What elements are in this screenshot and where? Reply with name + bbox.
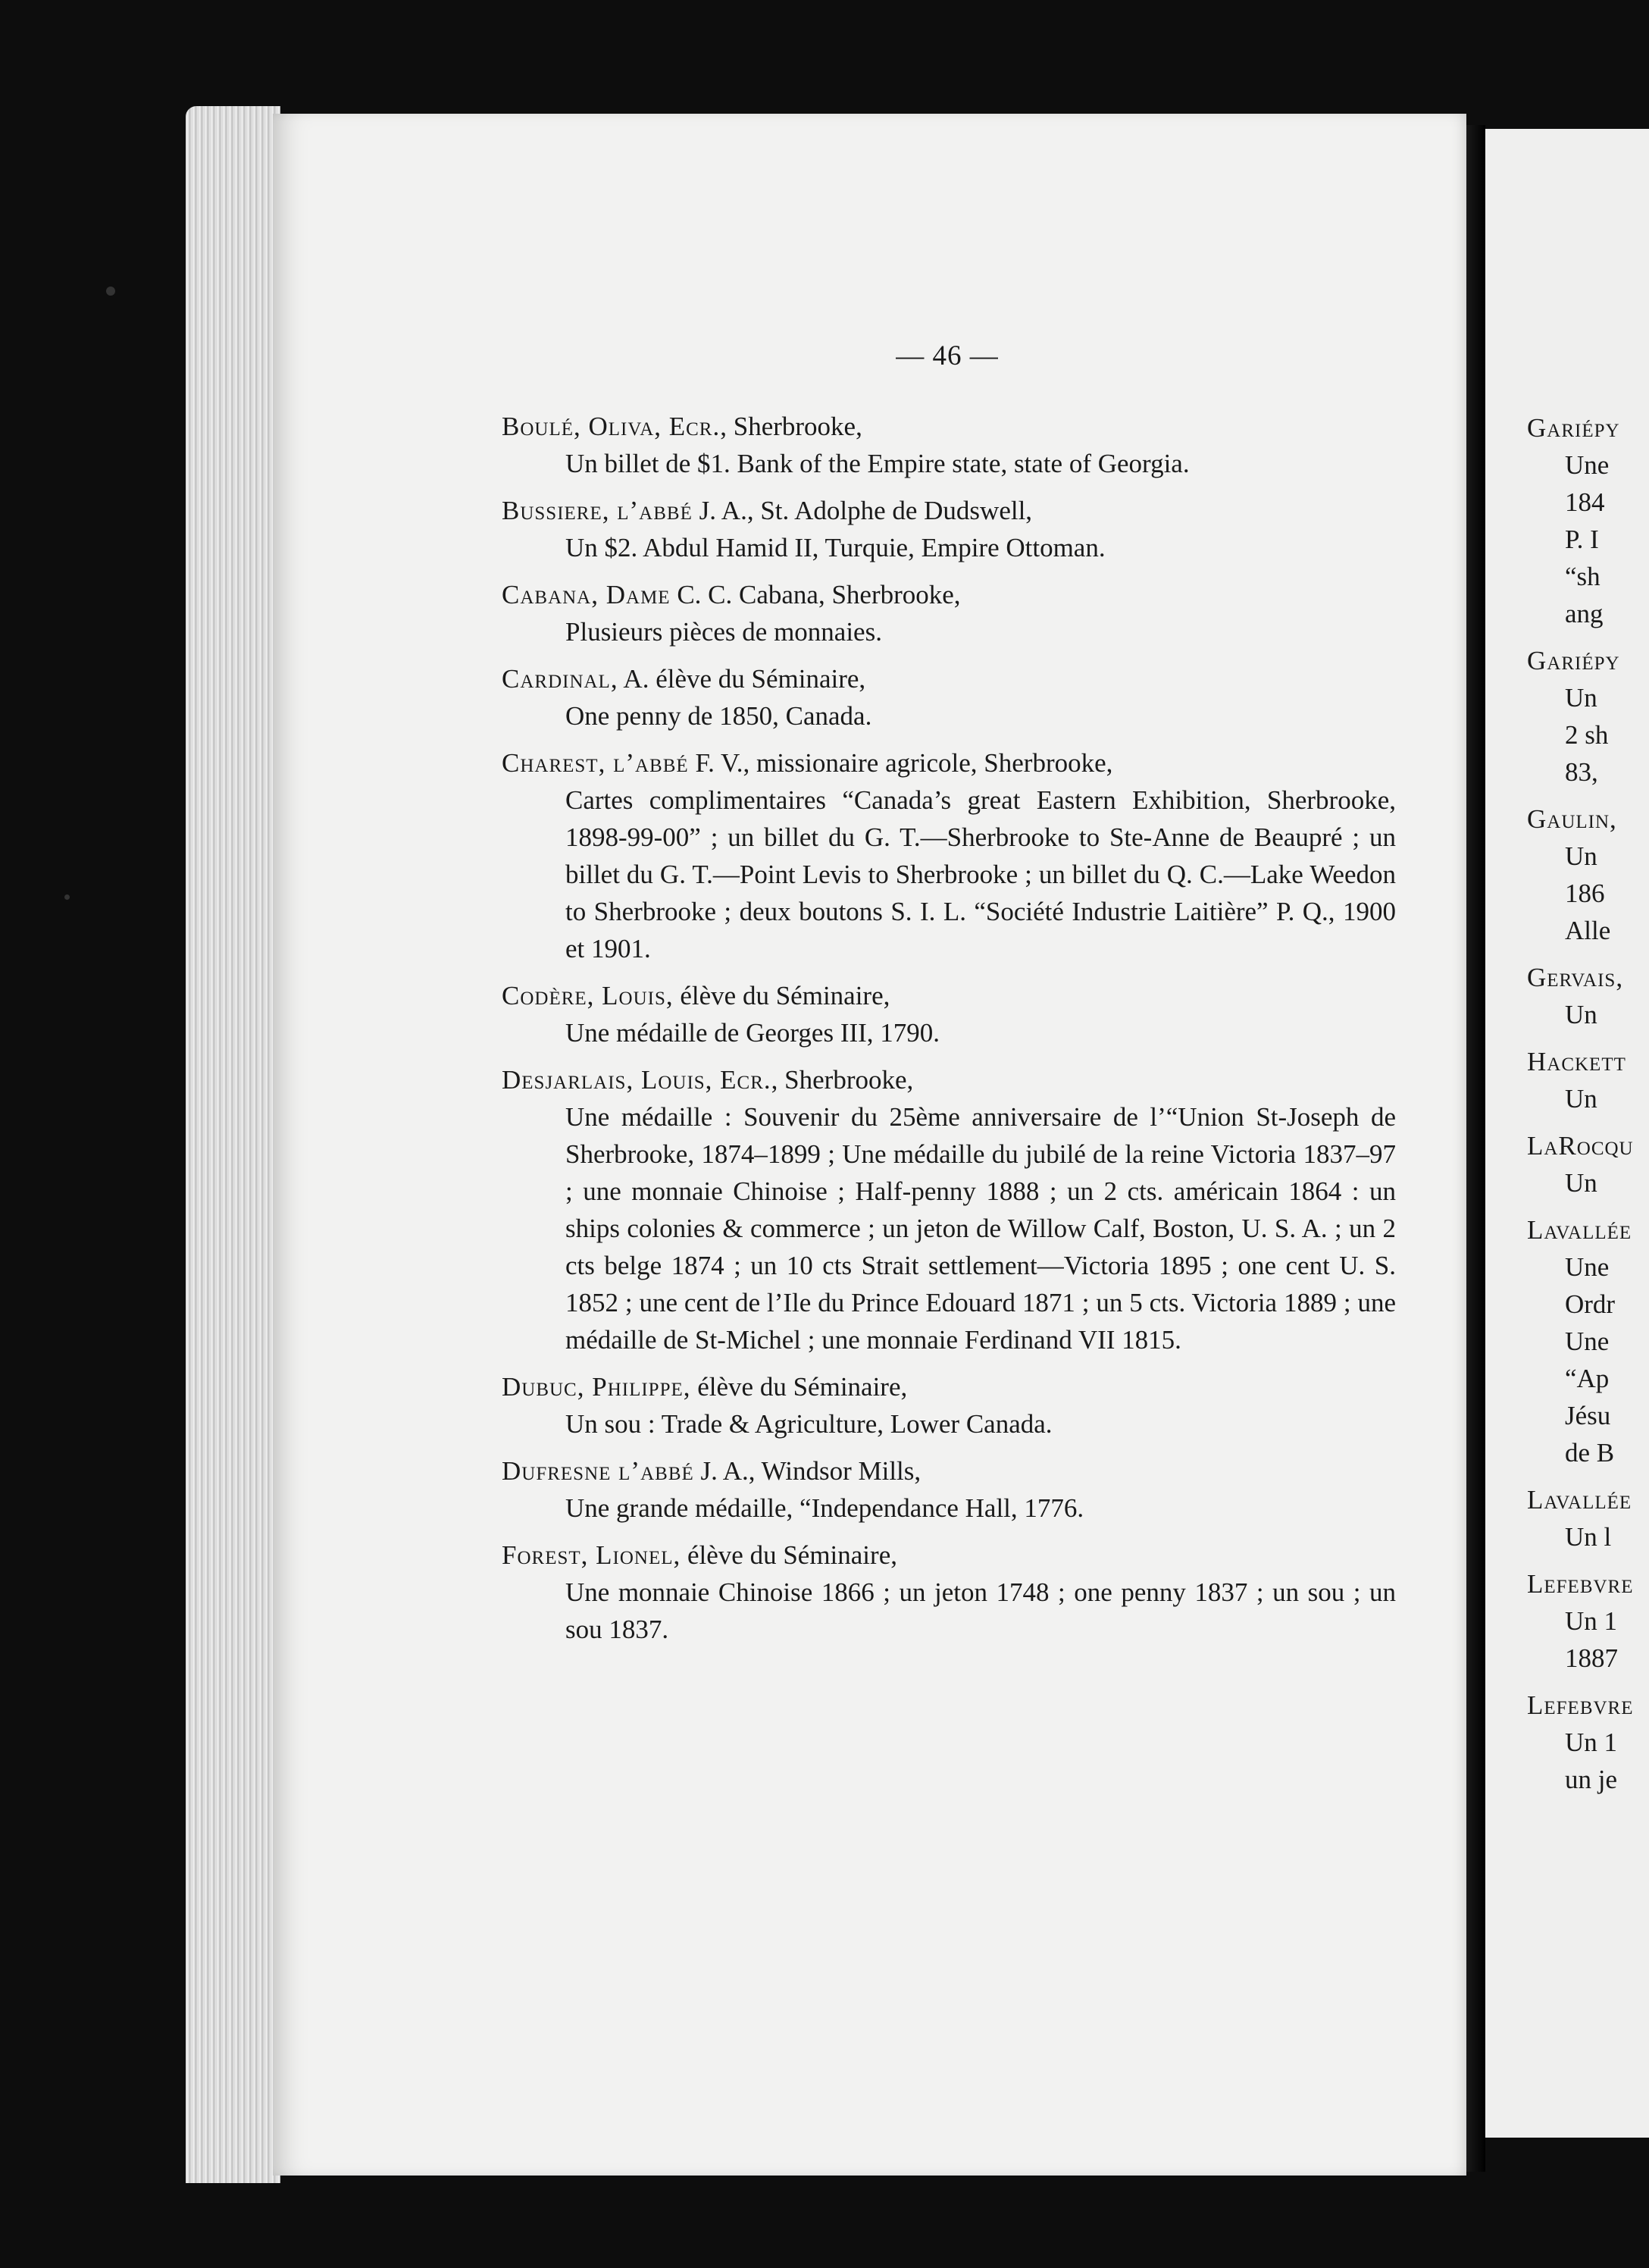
- donation-description: Un $2. Abdul Hamid II, Turquie, Empire Ottoman.: [565, 533, 1106, 562]
- donor-heading: [502, 492, 1396, 529]
- right-page-entry: [1527, 1127, 1649, 1201]
- donor-entry: [502, 1061, 1396, 1358]
- donor-entry: [502, 1452, 1396, 1527]
- right-page-text-fragment: de B: [1565, 1438, 1615, 1468]
- right-page-text-fragment: P. I: [1565, 525, 1599, 554]
- right-page-text-fragment: Un 1: [1565, 1728, 1618, 1757]
- donor-heading: [502, 744, 1396, 782]
- right-page-entry: [1527, 1565, 1649, 1677]
- dust-speck: [64, 894, 70, 900]
- dust-speck: [106, 287, 115, 296]
- donor-details: élève du Séminaire,: [690, 1372, 908, 1402]
- donor-entry: [502, 576, 1396, 650]
- donor-name: Dubuc, Philippe,: [502, 1372, 691, 1402]
- donor-details: F. V., missionaire agricole, Sherbrooke,: [688, 748, 1113, 778]
- right-page-text-fragment: Une: [1565, 1327, 1610, 1356]
- donor-name: Forest, Lionel,: [502, 1540, 681, 1570]
- right-page-entry: [1527, 409, 1649, 632]
- donation-description: One penny de 1850, Canada.: [565, 701, 872, 731]
- right-page-donor-name: Hackett: [1527, 1047, 1626, 1076]
- right-page-text-fragment: Un: [1565, 1084, 1597, 1114]
- donor-details: , Sherbrooke,: [720, 412, 862, 441]
- donor-name: Boulé, Oliva, Ecr.: [502, 412, 721, 441]
- donor-entry: [502, 492, 1396, 566]
- right-page-entry: [1527, 1687, 1649, 1798]
- right-page-text-fragment: 1887: [1565, 1643, 1618, 1673]
- donor-heading: [502, 1452, 1396, 1490]
- donor-name: Bussiere, l’abbé: [502, 496, 693, 525]
- right-page-text-fragment: Ordr: [1565, 1289, 1616, 1319]
- donor-entry: [502, 660, 1396, 735]
- page-number: — 46 —: [896, 340, 999, 371]
- right-page-donor-name: Gariépy: [1527, 413, 1620, 443]
- donor-heading: [502, 977, 1396, 1014]
- donor-details: élève du Séminaire,: [673, 981, 890, 1010]
- donor-name: Charest, l’abbé: [502, 748, 689, 778]
- right-page-donor-name: Lavallée: [1527, 1485, 1632, 1515]
- right-page-entry: [1527, 1211, 1649, 1471]
- donor-details: C. C. Cabana, Sherbrooke,: [670, 580, 961, 609]
- right-page-text-fragment: 2 sh: [1565, 720, 1609, 750]
- donor-details: A. élève du Séminaire,: [618, 664, 866, 694]
- right-page-entry: [1527, 959, 1649, 1033]
- right-page-donor-name: Gervais,: [1527, 963, 1624, 992]
- donor-name: Codère, Louis,: [502, 981, 674, 1010]
- donor-details: J. A., St. Adolphe de Dudswell,: [692, 496, 1033, 525]
- right-page-donor-name: Lefebvre: [1527, 1569, 1634, 1599]
- donation-description: Une médaille de Georges III, 1790.: [565, 1018, 940, 1048]
- donation-description: Cartes complimentaires “Canada’s great Eastern Exhibition, Sherbrooke, 1898-99-00” ; un billet du G. T.—Sherbrooke to Ste-Anne de Beaupré ; un billet du G. T.—Point Levis to Sherbrooke ; un billet du Q. C.—Lake Weedon to Sherbrooke ; deux boutons S. I. L. “Société Industrie Laitière” P. Q., 1900 et 1901.: [565, 785, 1396, 963]
- right-page-donor-name: LaRocqu: [1527, 1131, 1634, 1161]
- right-page-text-fragment: Un: [1565, 1000, 1597, 1029]
- page-stack-edge: [186, 106, 280, 2183]
- right-page-text-fragment: “sh: [1565, 562, 1600, 591]
- right-page-donor-name: Lavallée: [1527, 1215, 1632, 1245]
- right-page-entry: [1527, 800, 1649, 949]
- right-page-text-fragment: Un l: [1565, 1522, 1612, 1552]
- donation-description: Plusieurs pièces de monnaies.: [565, 617, 882, 647]
- donor-heading: [502, 1368, 1396, 1405]
- right-page-text-fragment: 83,: [1565, 757, 1598, 787]
- right-page-entry: [1527, 1043, 1649, 1117]
- donor-entry: [502, 1368, 1396, 1443]
- donor-heading: [502, 1061, 1396, 1098]
- donor-name: Cardinal,: [502, 664, 618, 694]
- right-page-text-fragment: Un: [1565, 1168, 1597, 1198]
- donor-details: élève du Séminaire,: [681, 1540, 897, 1570]
- right-page-donor-list: [1527, 409, 1649, 1808]
- right-page-text-fragment: Un 1: [1565, 1606, 1618, 1636]
- donation-description: Une grande médaille, “Independance Hall, 1776.: [565, 1493, 1084, 1523]
- right-page-text-fragment: Jésu: [1565, 1401, 1611, 1430]
- donor-heading: [502, 408, 1396, 445]
- donation-description: Une monnaie Chinoise 1866 ; un jeton 1748 ; one penny 1837 ; un sou ; un sou 1837.: [565, 1577, 1396, 1644]
- right-page-entry: [1527, 1481, 1649, 1555]
- right-page-donor-name: Gariépy: [1527, 646, 1620, 675]
- donor-name: Cabana, Dame: [502, 580, 671, 609]
- donor-details: J. A., Windsor Mills,: [693, 1456, 922, 1486]
- donor-entry: [502, 408, 1396, 482]
- donation-description: Un billet de $1. Bank of the Empire state, state of Georgia.: [565, 449, 1190, 478]
- donor-heading: [502, 660, 1396, 697]
- book-gutter: [1466, 125, 1485, 2172]
- right-page-text-fragment: Un: [1565, 841, 1597, 871]
- donor-details: , Sherbrooke,: [771, 1065, 914, 1095]
- right-page-donor-name: Gaulin,: [1527, 804, 1617, 834]
- donor-entry: [502, 977, 1396, 1051]
- right-page-text-fragment: Un: [1565, 683, 1597, 713]
- donor-entry: [502, 744, 1396, 967]
- donor-list: [502, 408, 1396, 1658]
- donor-heading: [502, 576, 1396, 613]
- donor-heading: [502, 1537, 1396, 1574]
- right-page-donor-name: Lefebvre: [1527, 1690, 1634, 1720]
- right-page-text-fragment: ang: [1565, 599, 1604, 628]
- right-page-text-fragment: Alle: [1565, 916, 1611, 945]
- right-page-entry: [1527, 642, 1649, 791]
- right-page-text-fragment: Une: [1565, 450, 1610, 480]
- donor-name: Desjarlais, Louis, Ecr.: [502, 1065, 771, 1095]
- donation-description: Un sou : Trade & Agriculture, Lower Canada.: [565, 1409, 1053, 1439]
- right-page-text-fragment: “Ap: [1565, 1364, 1610, 1393]
- right-page-text-fragment: un je: [1565, 1765, 1618, 1794]
- donor-name: Dufresne l’abbé: [502, 1456, 694, 1486]
- donor-entry: [502, 1537, 1396, 1648]
- donation-description: Une médaille : Souvenir du 25ème anniversaire de l’“Union St-Joseph de Sherbrooke, 1874–1899 ; Une médaille du jubilé de la reine Victoria 1837–97 ; une monnaie Chinoise ; Half-penny 1888 ; un 2 cts. américain 1864 : un ships colonies & commerce ; un jeton de Willow Calf, Boston, U. S. A. ; un 2 cts belge 1874 ; un 10 cts Strait settlement—Victoria 1895 ; one cent U. S. 1852 ; une cent de l’Ile du Prince Edouard 1871 ; un 5 cts. Victoria 1889 ; une médaille de St-Michel ; une monnaie Ferdinand VII 1815.: [565, 1102, 1396, 1355]
- right-page-text-fragment: 184: [1565, 487, 1605, 517]
- right-page-text-fragment: Une: [1565, 1252, 1610, 1282]
- right-page-text-fragment: 186: [1565, 879, 1605, 908]
